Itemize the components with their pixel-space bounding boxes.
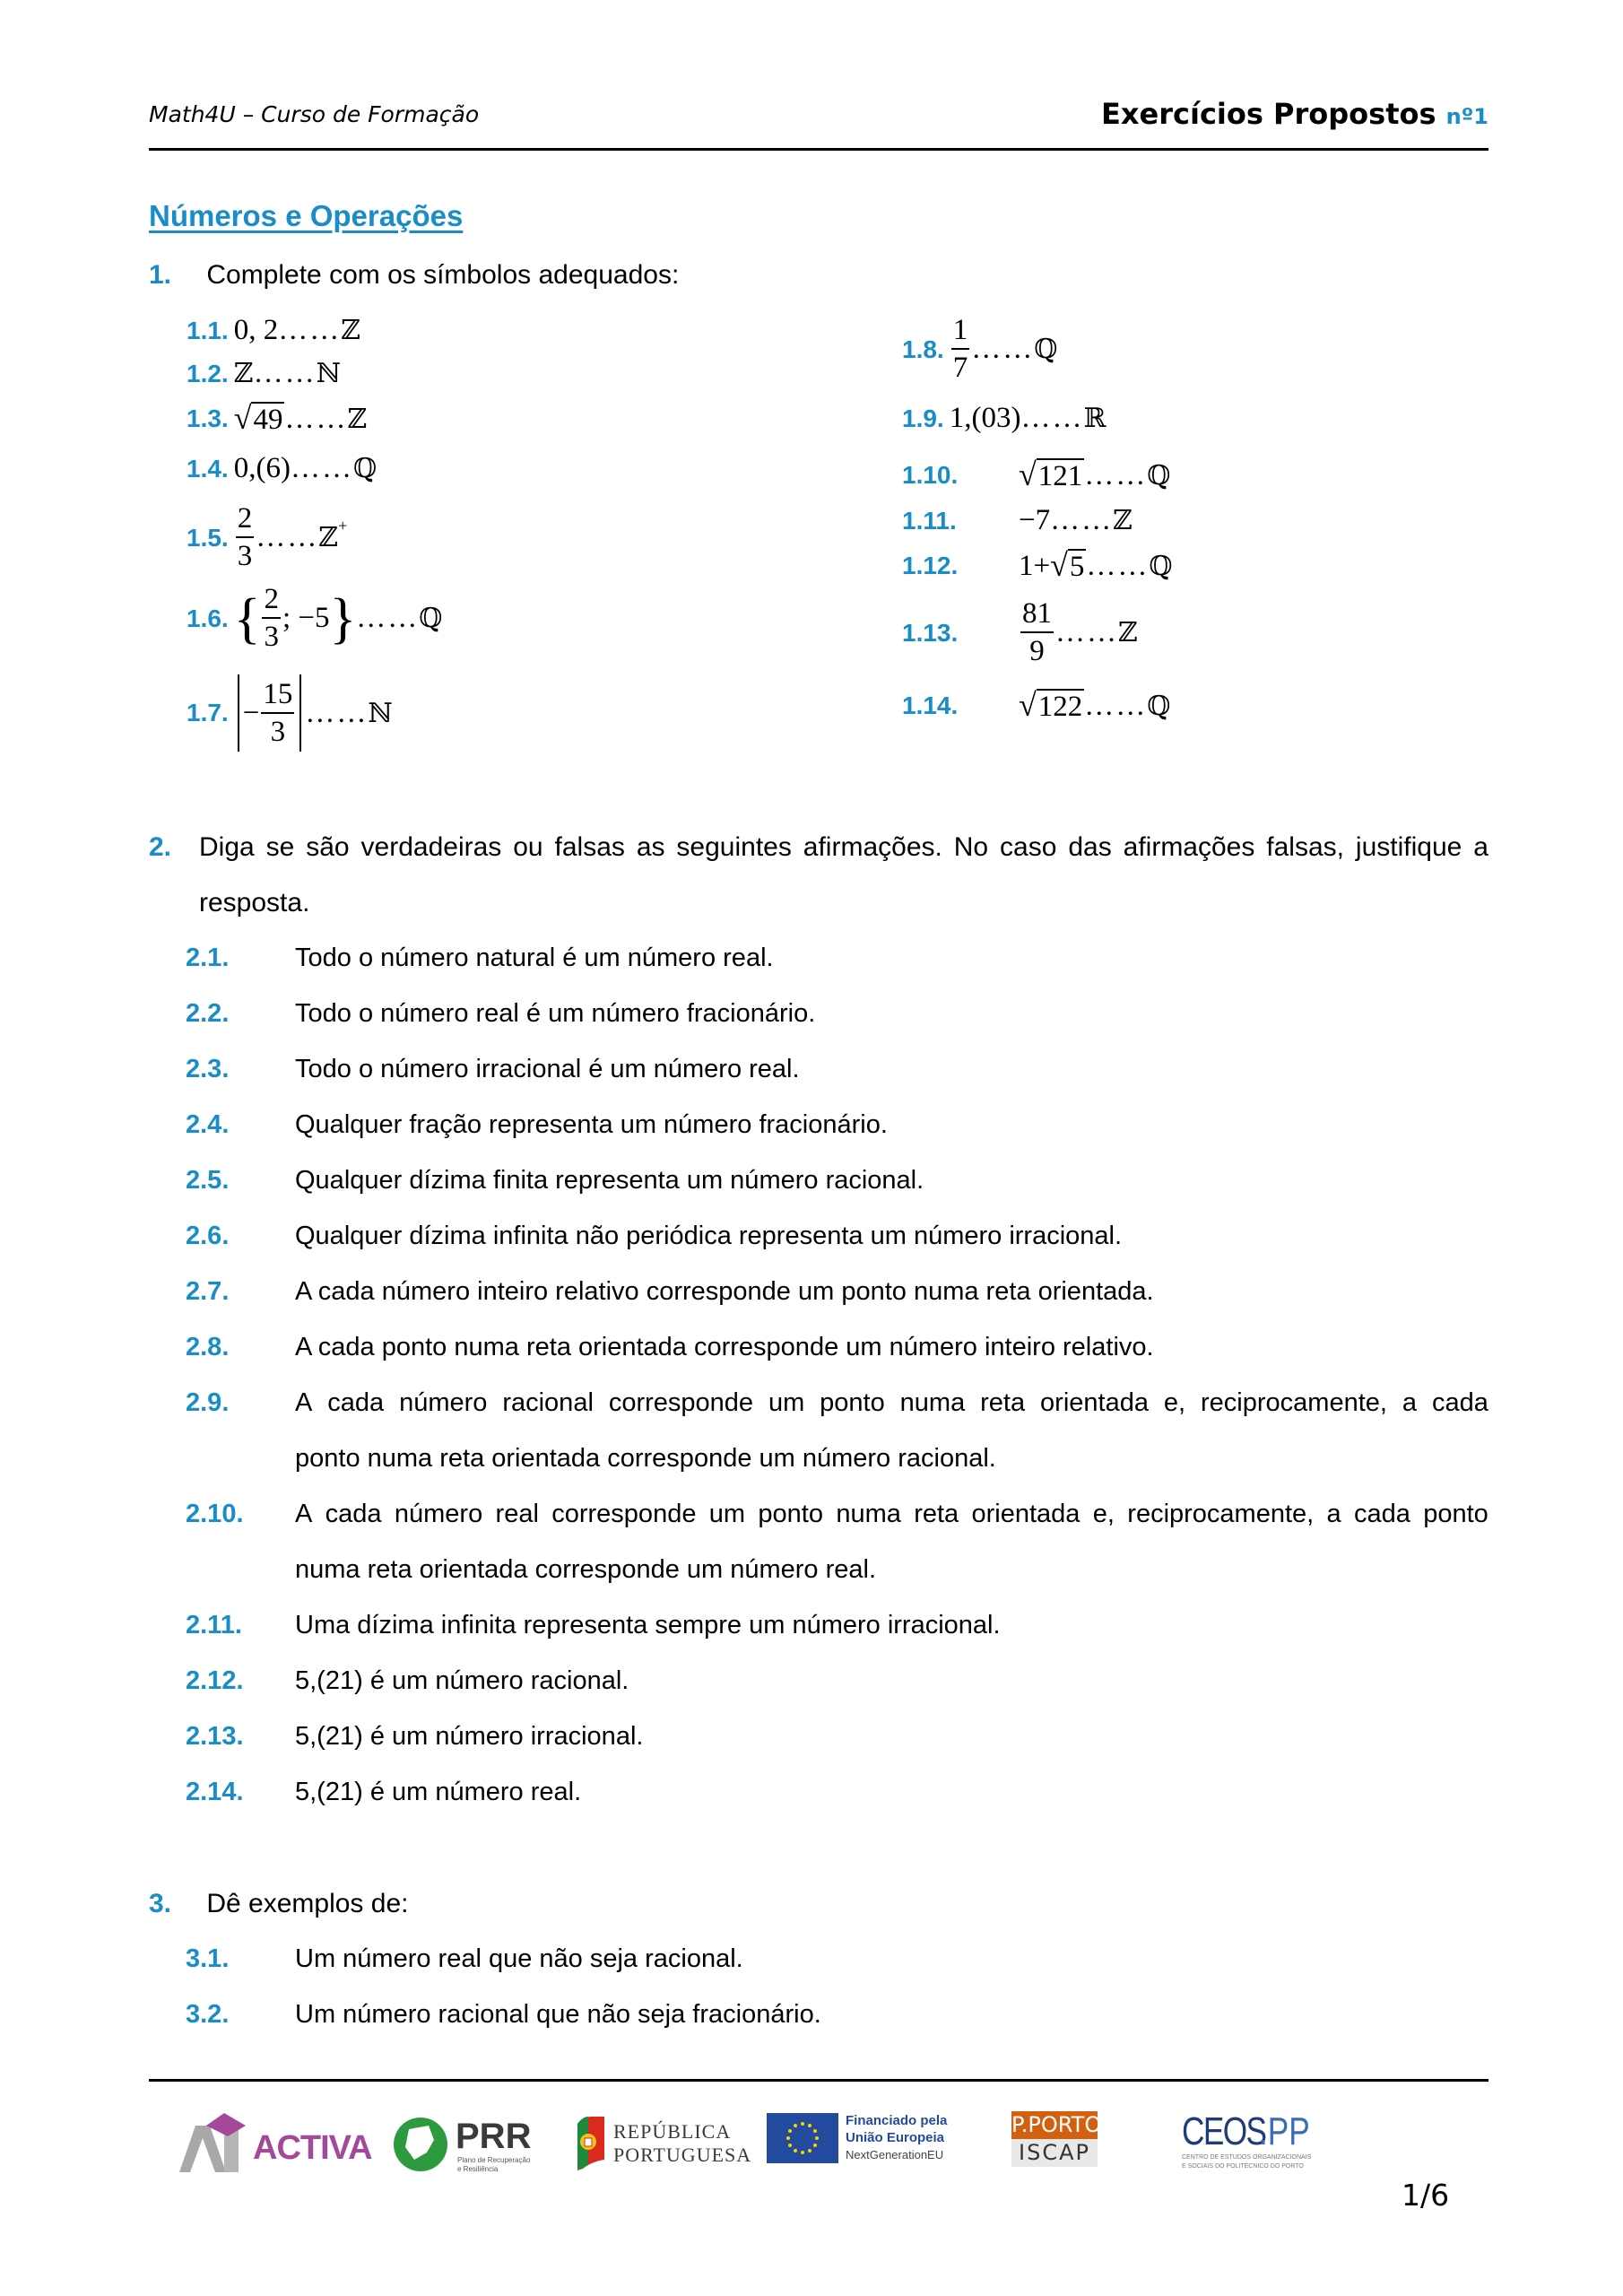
word: Diga — [199, 832, 255, 862]
numerator: 2 — [236, 504, 255, 538]
word: são — [306, 832, 350, 862]
item-label: 3.2. — [186, 2000, 230, 2029]
math-item-1-10 — [902, 458, 1170, 492]
word: ponto — [820, 1388, 885, 1417]
word: ponto — [1423, 1500, 1488, 1528]
set-symbol: ℕ — [316, 358, 342, 389]
item-expression: −7 — [1019, 504, 1051, 536]
item-label: 1.6. — [187, 604, 229, 632]
set-symbol: ℤ — [341, 315, 361, 346]
math-item-1-11 — [902, 504, 1133, 537]
question-2-text-line2: resposta. — [199, 888, 310, 918]
superscript-plus: + — [338, 517, 348, 535]
numerator: 2 — [262, 585, 281, 619]
word: racional — [502, 1388, 594, 1417]
math-item-1-12 — [902, 549, 1173, 583]
denominator: 7 — [952, 352, 968, 384]
ceos-title: CEOS — [1182, 2109, 1266, 2153]
word: A — [295, 1388, 313, 1417]
word: reciprocamente, — [1127, 1500, 1315, 1528]
right-brace: } — [329, 587, 357, 649]
radical-sign-icon: √ — [1019, 457, 1037, 492]
item-2-5 — [186, 1166, 924, 1196]
absolute-bar-left — [238, 674, 239, 752]
denominator: 9 — [1029, 635, 1045, 667]
radical-sign-icon: √ — [1050, 547, 1068, 583]
item-label: 1.5. — [187, 523, 229, 552]
prr-globe-icon — [393, 2117, 448, 2172]
blank-dots: …… — [284, 402, 348, 435]
item-label: 1.4. — [187, 454, 229, 483]
blank-dots: …… — [290, 452, 353, 484]
prr-title: PRR — [456, 2117, 532, 2156]
word: ponto — [758, 1500, 823, 1528]
set-symbol: ℤ — [1113, 505, 1133, 536]
word: reta — [980, 1388, 1026, 1417]
prr-logo — [393, 2117, 554, 2179]
blank-dots: …… — [1050, 504, 1114, 536]
radicand: 5 — [1069, 551, 1085, 583]
prr-subtitle-1: Plano de Recuperação — [457, 2156, 531, 2164]
set-symbol: ℝ — [1083, 403, 1107, 434]
word: a — [1473, 832, 1488, 862]
item-label: 2.9. — [186, 1388, 230, 1417]
word: falsas, — [1266, 832, 1344, 862]
set-symbol: ℚ — [352, 453, 378, 484]
blank-dots: …… — [1020, 402, 1084, 434]
item-2-3 — [186, 1055, 800, 1084]
word: real — [495, 1500, 539, 1528]
item-expression: 1+ — [1019, 549, 1051, 582]
word: reciprocamente, — [1201, 1388, 1387, 1417]
ceos-subtitle-1: CENTRO DE ESTUDOS ORGANIZACIONAIS — [1182, 2154, 1312, 2161]
radical-sign-icon: √ — [233, 400, 252, 436]
item-label: 2.8. — [186, 1333, 230, 1361]
word: cada — [327, 1388, 385, 1417]
ceos-pp-logo — [1182, 2109, 1334, 2174]
word: numa — [899, 1388, 966, 1417]
item-label: 2.7. — [186, 1277, 230, 1306]
word: corresponde — [551, 1500, 697, 1528]
radical-sign-icon: √ — [1019, 687, 1037, 723]
numerator: 15 — [261, 680, 294, 714]
item-expression: 0,(6) — [233, 452, 291, 484]
page-number: 1/6 — [1402, 2178, 1450, 2213]
item-text: 5,(21) é um número real. — [295, 1778, 582, 1806]
word: justifique — [1355, 832, 1462, 862]
word: um — [708, 1500, 746, 1528]
word: corresponde — [608, 1388, 754, 1417]
blank-dots: …… — [1055, 616, 1118, 648]
word: A — [295, 1500, 313, 1528]
math-item-1-5 — [187, 504, 347, 571]
question-2-text-line1 — [199, 832, 1488, 863]
blank-dots: …… — [1086, 549, 1150, 582]
item-label: 1.8. — [902, 335, 944, 363]
item-text: 5,(21) é um número irracional. — [295, 1722, 644, 1751]
eu-funding-logo — [767, 2113, 973, 2172]
item-2-9-label — [186, 1388, 295, 1418]
word: seguintes — [676, 832, 792, 862]
item-2-10-line2: numa reta orientada corresponde um número real. — [295, 1555, 877, 1584]
word: caso — [1000, 832, 1057, 862]
math-item-1-4 — [187, 452, 377, 485]
word: orientada — [971, 1500, 1081, 1528]
item-label: 2.10. — [186, 1500, 244, 1528]
minus-sign: − — [242, 696, 260, 729]
blank-dots: …… — [253, 357, 317, 389]
set-symbol: ℚ — [1149, 550, 1173, 582]
question-number: 2. — [149, 832, 172, 862]
word: cada — [1431, 1388, 1488, 1417]
item-2-12 — [186, 1666, 629, 1696]
item-2-10-line1 — [295, 1500, 1488, 1529]
word: a — [1402, 1388, 1418, 1417]
item-label: 2.4. — [186, 1110, 230, 1139]
fraction — [1020, 599, 1054, 666]
word: afirmações. — [803, 832, 942, 862]
word: reta — [914, 1500, 959, 1528]
word: cada — [325, 1500, 382, 1528]
item-text: Qualquer fração representa um número fracionário. — [295, 1110, 888, 1139]
header-title-text: Exercícios Propostos — [1101, 97, 1436, 131]
item-label: 1.10. — [902, 461, 959, 490]
numerator: 1 — [951, 316, 970, 350]
item-label: 1.2. — [187, 359, 229, 387]
word: das — [1068, 832, 1112, 862]
question-text: Complete com os símbolos adequados: — [206, 260, 680, 290]
item-2-9-line2: ponto numa reta orientada corresponde um número racional. — [295, 1444, 996, 1473]
set-symbol: ℕ — [368, 697, 393, 729]
set-symbol: ℚ — [1147, 690, 1171, 722]
word: se — [265, 832, 295, 862]
item-text: 5,(21) é um número racional. — [295, 1666, 629, 1695]
item-text: Uma dízima infinita representa sempre um número irracional. — [295, 1611, 1001, 1639]
eu-line-1: Financiado pela — [846, 2113, 948, 2128]
eu-line-2: União Europeia — [846, 2130, 945, 2145]
word: cada — [1354, 1500, 1410, 1528]
math-item-1-1 — [187, 314, 360, 347]
word: verdadeiras — [360, 832, 502, 862]
left-brace: { — [233, 587, 261, 649]
question-2-number — [149, 832, 199, 863]
item-2-9-line1 — [295, 1388, 1488, 1418]
item-label: 1.9. — [902, 404, 944, 432]
blank-dots: …… — [356, 602, 420, 634]
pporto-iscap-logo — [1011, 2111, 1102, 2169]
word: falsas — [554, 832, 625, 862]
item-label: 2.5. — [186, 1166, 230, 1195]
math-item-1-7 — [187, 674, 393, 752]
item-label: 1.14. — [902, 691, 959, 720]
item-expression: ℤ — [233, 358, 254, 389]
item-2-8 — [186, 1333, 1154, 1362]
item-2-7 — [186, 1277, 1154, 1307]
word: a — [1326, 1500, 1341, 1528]
question-1 — [149, 260, 679, 291]
pporto-label: P.PORTO — [1011, 2112, 1102, 2137]
item-label: 1.3. — [187, 404, 229, 433]
ceos-subtitle-2: E SOCIAIS DO POLITÉCNICO DO PORTO — [1182, 2163, 1304, 2170]
iscap-label: ISCAP — [1011, 2139, 1098, 2167]
numerator: 81 — [1020, 599, 1054, 633]
set-symbol: ℚ — [1147, 459, 1171, 491]
denominator: 3 — [264, 621, 279, 653]
set-symbol: ℤ — [347, 403, 368, 435]
word: ou — [513, 832, 543, 862]
item-text: A cada ponto numa reta orientada corresponde um número inteiro relativo. — [295, 1333, 1154, 1361]
item-3-1 — [186, 1944, 743, 1974]
word: e, — [1163, 1388, 1186, 1417]
question-number: 3. — [149, 1889, 172, 1918]
item-2-10-label — [186, 1500, 295, 1529]
fraction — [236, 504, 255, 571]
blank-dots: …… — [971, 333, 1035, 365]
word: e, — [1092, 1500, 1115, 1528]
item-3-2 — [186, 2000, 821, 2030]
word: número — [394, 1500, 483, 1528]
republica-line-2: PORTUGUESA — [613, 2144, 752, 2166]
math-item-1-3 — [187, 402, 367, 436]
set-symbol: ℤ — [318, 522, 339, 553]
word: afirmações — [1123, 832, 1255, 862]
item-label: 2.14. — [186, 1778, 244, 1806]
item-label: 3.1. — [186, 1944, 230, 1973]
item-2-1 — [186, 944, 774, 973]
header-course-title: Math4U – Curso de Formação — [149, 101, 480, 127]
word: No — [953, 832, 989, 862]
math-item-1-13 — [902, 599, 1138, 666]
square-root — [1050, 549, 1086, 583]
item-expression: 0, 2 — [233, 314, 279, 346]
blank-dots: …… — [1084, 689, 1148, 722]
word: número — [399, 1388, 488, 1417]
denominator: 3 — [270, 715, 286, 748]
republica-portuguesa-logo — [574, 2115, 753, 2178]
item-text: A cada número inteiro relativo corresponde um ponto numa reta orientada. — [295, 1277, 1154, 1306]
fraction — [951, 316, 970, 383]
item-2-11 — [186, 1611, 1001, 1640]
section-title: Números e Operações — [149, 199, 464, 232]
item-2-2 — [186, 999, 815, 1029]
republica-line-1: REPÚBLICA — [613, 2120, 732, 2143]
blank-dots: …… — [1084, 458, 1148, 491]
math-item-1-6 — [187, 585, 442, 652]
item-label: 1.12. — [902, 552, 959, 580]
item-2-4 — [186, 1110, 888, 1140]
portugal-flag-icon — [574, 2115, 604, 2170]
item-label: 1.13. — [902, 618, 959, 647]
radicand: 49 — [253, 404, 283, 436]
question-text: Dê exemplos de: — [206, 1889, 409, 1918]
item-label: 1.11. — [902, 506, 957, 535]
item-text: Um número racional que não seja fracionário. — [295, 2000, 821, 2029]
item-2-14 — [186, 1778, 581, 1807]
item-text: Qualquer dízima infinita não periódica representa um número irracional. — [295, 1222, 1123, 1250]
square-root — [1019, 458, 1084, 492]
footer-divider — [149, 2079, 1488, 2082]
denominator: 3 — [237, 540, 253, 572]
header-divider — [149, 148, 1488, 151]
math-item-1-2 — [187, 357, 341, 390]
square-root — [234, 402, 285, 436]
set-symbol: ℚ — [419, 603, 443, 634]
prr-subtitle-2: e Resiliência — [457, 2165, 499, 2173]
word: numa — [836, 1500, 901, 1528]
blank-dots: …… — [278, 314, 342, 346]
math-item-1-14 — [902, 689, 1170, 723]
item-expression: ; −5 — [282, 602, 330, 634]
math-item-1-9 — [902, 402, 1106, 435]
fraction — [261, 677, 294, 748]
blank-dots: …… — [256, 521, 319, 553]
fraction — [262, 585, 281, 652]
item-label: 2.2. — [186, 999, 230, 1028]
item-label: 2.11. — [186, 1611, 242, 1639]
eu-flag-icon — [767, 2113, 838, 2163]
item-label: 1.1. — [187, 316, 229, 344]
item-expression: 1,(03) — [949, 402, 1021, 434]
set-symbol: ℚ — [1034, 334, 1058, 365]
question-3 — [149, 1889, 408, 1919]
set-symbol: ℤ — [1118, 617, 1138, 648]
word: um — [768, 1388, 805, 1417]
math-item-1-8 — [902, 316, 1057, 383]
item-text: Todo o número natural é um número real. — [295, 944, 774, 972]
eu-line-3: NextGenerationEU — [846, 2148, 944, 2161]
ceos-suffix: .PP — [1259, 2109, 1310, 2153]
item-label: 2.6. — [186, 1222, 230, 1250]
item-label: 2.1. — [186, 944, 230, 972]
item-2-6 — [186, 1222, 1122, 1251]
item-label: 1.7. — [187, 699, 229, 726]
item-label: 2.13. — [186, 1722, 244, 1751]
question-number: 1. — [149, 260, 172, 290]
absolute-bar-right — [299, 674, 301, 752]
radicand: 121 — [1037, 460, 1083, 492]
activa-logo — [179, 2113, 372, 2176]
word: as — [636, 832, 665, 862]
word: orientada — [1040, 1388, 1149, 1417]
radicand: 122 — [1037, 691, 1083, 723]
item-text: Todo o número real é um número fracionário. — [295, 999, 816, 1028]
square-root — [1019, 689, 1084, 723]
item-text: Todo o número irracional é um número real. — [295, 1055, 800, 1083]
item-text: Qualquer dízima finita representa um número racional. — [295, 1166, 924, 1195]
item-label: 2.3. — [186, 1055, 230, 1083]
header-exercise-number: nº1 — [1445, 104, 1488, 129]
item-label: 2.12. — [186, 1666, 244, 1695]
blank-dots: …… — [305, 696, 369, 729]
activa-logo-text: ACTIVA — [253, 2129, 372, 2167]
item-2-13 — [186, 1722, 643, 1752]
item-text: Um número real que não seja racional. — [295, 1944, 743, 1973]
header-exercise-title — [1101, 97, 1488, 131]
